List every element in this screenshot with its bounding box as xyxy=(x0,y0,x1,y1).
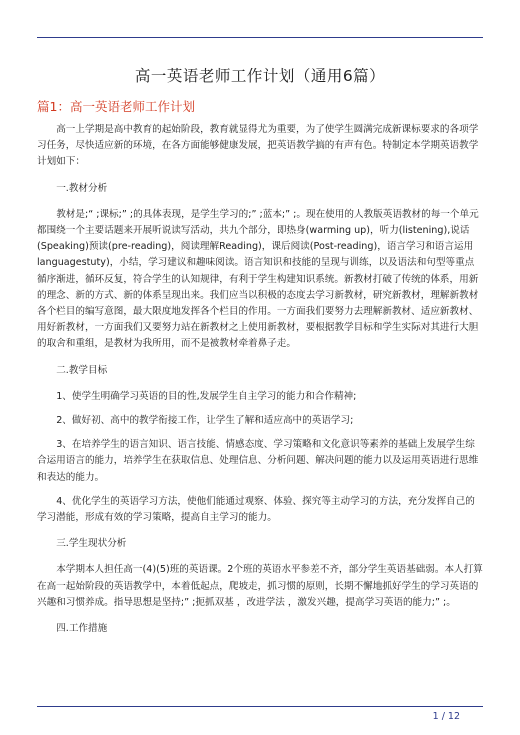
intro-paragraph: 高一上学期是高中教育的起始阶段，教育就显得尤为重要，为了使学生圆满完成新课标要求的各项学习任务，尽快适应新的环境，在各方面能够健康发展，把英语教学搞的有声有色。特制定本学期英语教学计划如下： xyxy=(37,124,479,168)
heading-work-measures: 四.工作措施 xyxy=(56,623,108,635)
section-title: 篇1：高一英语老师工作计划 xyxy=(37,99,195,114)
footer-rule xyxy=(37,706,483,707)
document-body xyxy=(37,122,483,647)
student-analysis-paragraph: 本学期本人担任高一(4)(5)班的英语课。2个班的英语水平参差不齐，部分学生英语基础弱。本人打算在高一起始阶段的英语教学中，本着低起点，爬坡走，抓习惯的原则，长期不懈地抓好学生的学习英语的兴趣和习惯养成。指导思想是坚持;” ;扼抓双基 ，改进学法 ，激发兴趣，提高学习英语的能力;” ;。 xyxy=(37,564,483,608)
goal-item-3: 3、在培养学生的语言知识、语言技能、情感态度、学习策略和文化意识等素养的基础上发展学生综合运用语言的能力，培养学生在获取信息、处理信息、分析问题、解决问题的能力以及运用英语进行思维和表达的能力。 xyxy=(37,439,479,483)
goal-item-1: 1、使学生明确学习英语的目的性,发展学生自主学习的能力和合作精神; xyxy=(56,390,357,402)
heading-teaching-goals: 二.教学目标 xyxy=(56,364,108,376)
page-indicator: 1 / 12 xyxy=(432,711,460,722)
goal-item-2: 2、做好初、高中的教学衔接工作，让学生了解和适应高中的英语学习; xyxy=(56,415,354,427)
heading-textbook-analysis: 一.教材分析 xyxy=(56,182,108,194)
goal-item-4: 4、优化学生的英语学习方法，使他们能通过观察、体验、探究等主动学习的方法，充分发挥自己的学习潜能，形成有效的学习策略，提高自主学习的能力。 xyxy=(37,495,475,524)
document-title: 高一英语老师工作计划（通用6篇） xyxy=(134,67,386,85)
heading-student-analysis: 三.学生现状分析 xyxy=(56,538,127,550)
header-rule xyxy=(37,37,483,38)
textbook-analysis-paragraph: 教材是;“ ;课标;” ;的具体表现，是学生学习的;” ;蓝本;” ;。现在使用的人教版英语教材的每一个单元都围绕一个主要话题来开展听说读写活动，共九个部分，即热身(warming up)，听力(listening),说话(Speaking)预读(pre-reading)，阅读理解Reading)，课后阅读(Post-reading)，语言学习和语言运用languagestuty)，小结，学习建议和趣味阅读。语言知识和技能的呈现与训练，以及语法和句型等重点循序渐进，循环反复，符合学生的认知规律，有利于学生构建知识系统。新教材打破了传统的体系，用新的理念、新的方式、新的体系呈现出来。我们应当以积极的态度去学习新教材，研究新教材，理解新教材各个栏目的编写意图，最大限度地发挥各个栏目的作用。一方面我们要努力去理解新教材、适应新教材、用好新教材，一方面我们又要努力站在新教材之上使用新教材，要根据教学目标和学生实际对其进行大胆的取舍和重组，是教材为我所用，而不是被教材牵着鼻子走。 xyxy=(37,208,479,350)
